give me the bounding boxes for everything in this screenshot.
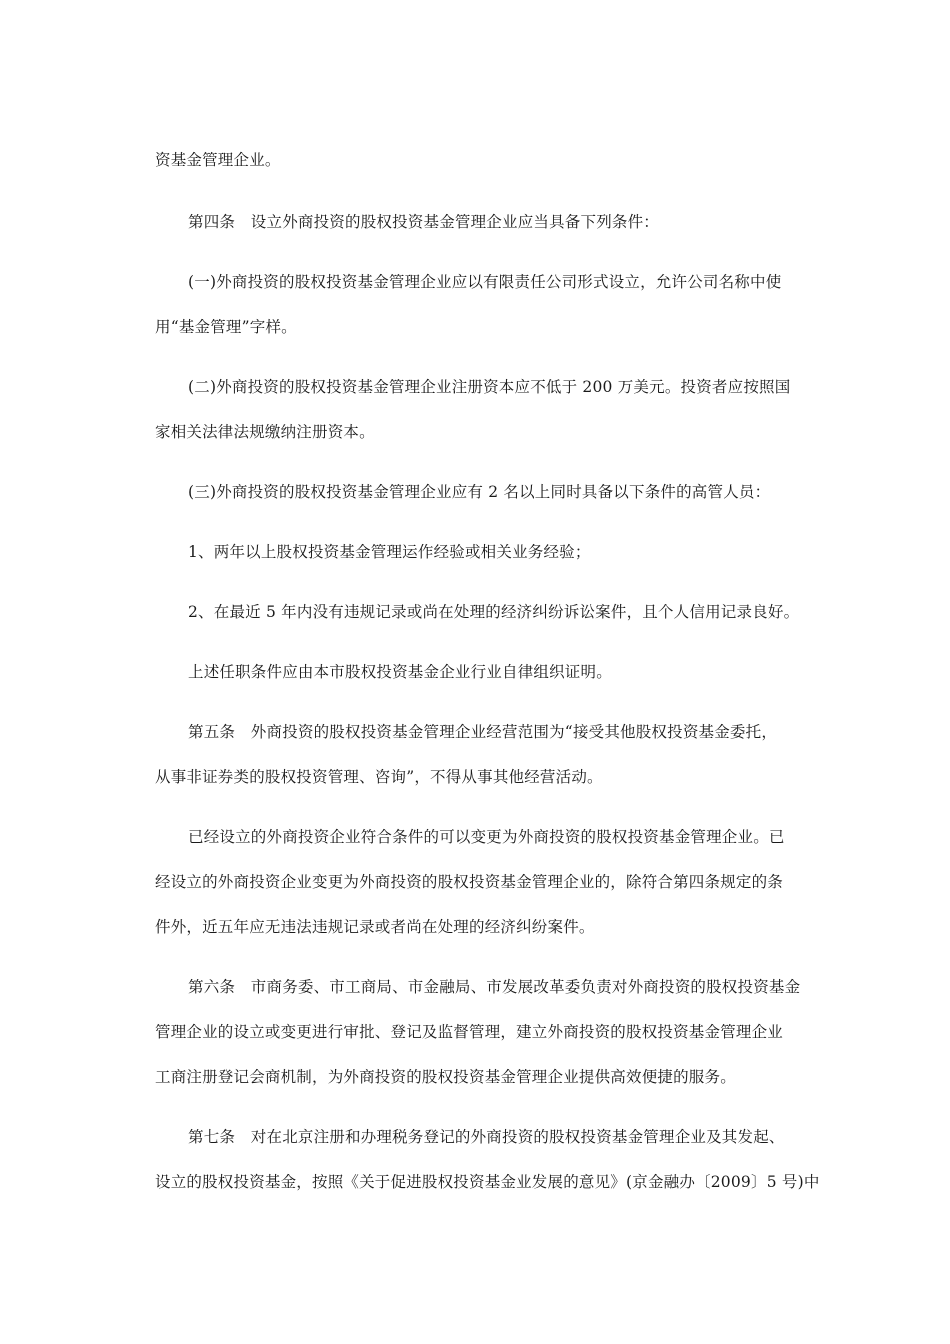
paragraph-line: 工商注册登记会商机制，为外商投资的股权投资基金管理企业提供高效便捷的服务。 (155, 1068, 736, 1086)
list-item-line: 2、在最近 5 年内没有违规记录或尚在处理的经济纠纷诉讼案件，且个人信用记录良好。 (188, 603, 800, 621)
paragraph-line: 从事非证券类的股权投资管理、咨询”，不得从事其他经营活动。 (155, 768, 603, 786)
paragraph-line: 管理企业的设立或变更进行审批、登记及监督管理，建立外商投资的股权投资基金管理企业 (155, 1023, 784, 1041)
paragraph-line: (一)外商投资的股权投资基金管理企业应以有限责任公司形式设立，允许公司名称中使 (188, 273, 782, 291)
paragraph-line: 已经设立的外商投资企业符合条件的可以变更为外商投资的股权投资基金管理企业。已 (188, 828, 785, 846)
list-item-line: 1、两年以上股权投资基金管理运作经验或相关业务经验； (188, 543, 591, 561)
article-4-heading-line: 第四条 设立外商投资的股权投资基金管理企业应当具备下列条件： (188, 213, 660, 231)
article-5-heading-line: 第五条 外商投资的股权投资基金管理企业经营范围为“接受其他股权投资基金委托， (188, 723, 778, 741)
paragraph-line: 件外，近五年应无违法违规记录或者尚在处理的经济纠纷案件。 (155, 918, 595, 936)
paragraph-line: 用“基金管理”字样。 (155, 318, 297, 336)
paragraph-line: 设立的股权投资基金，按照《关于促进股权投资基金业发展的意见》(京金融办〔2009〕5 号)中 (155, 1173, 820, 1191)
paragraph-line: 上述任职条件应由本市股权投资基金企业行业自律组织证明。 (188, 663, 612, 681)
paragraph-line: 经设立的外商投资企业变更为外商投资的股权投资基金管理企业的，除符合第四条规定的条 (155, 873, 784, 891)
paragraph-line: 家相关法律法规缴纳注册资本。 (155, 423, 375, 441)
paragraph-line: (二)外商投资的股权投资基金管理企业注册资本应不低于 200 万美元。投资者应按照国 (188, 378, 791, 396)
paragraph-line: (三)外商投资的股权投资基金管理企业应有 2 名以上同时具备以下条件的高管人员： (188, 483, 771, 501)
article-6-heading-line: 第六条 市商务委、市工商局、市金融局、市发展改革委负责对外商投资的股权投资基金 (188, 978, 801, 996)
article-7-heading-line: 第七条 对在北京注册和办理税务登记的外商投资的股权投资基金管理企业及其发起、 (188, 1128, 785, 1146)
paragraph-line: 资基金管理企业。 (155, 151, 281, 169)
